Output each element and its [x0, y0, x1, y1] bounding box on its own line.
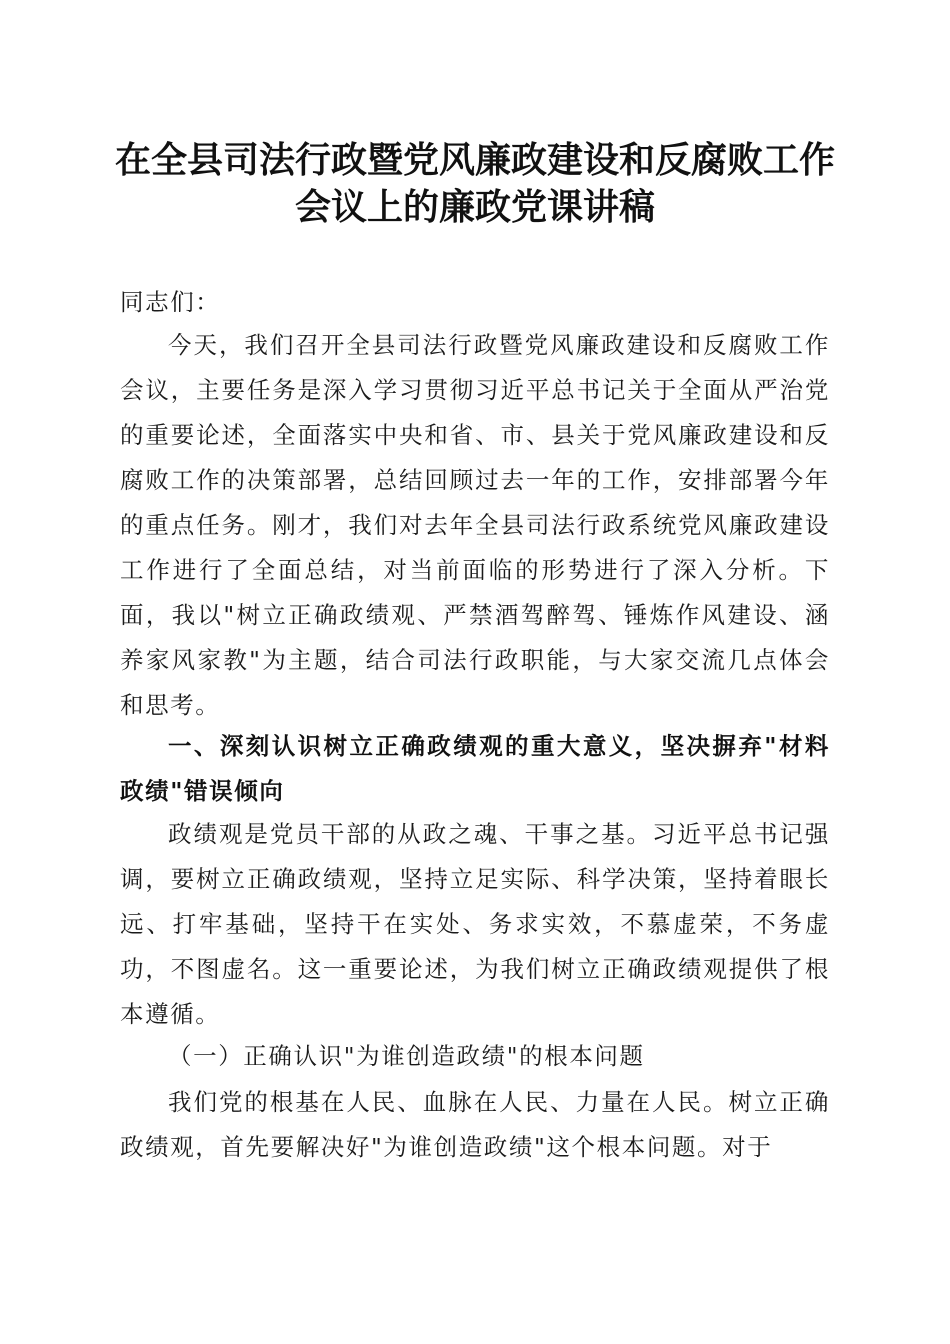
subsection-heading-1: （一）正确认识"为谁创造政绩"的根本问题 [168, 1042, 645, 1070]
salutation: 同志们： [120, 288, 221, 316]
section-heading-1: 一、深刻认识树立正确政绩观的重大意义，坚决摒弃"材料政绩"错误倾向 [120, 732, 830, 805]
section-1-paragraph: 政绩观是党员干部的从政之魂、干事之基。习近平总书记强调，要树立正确政绩观，坚持立足实际、科学决策，坚持着眼长远、打牢基础，坚持干在实处、务求实效，不慕虚荣，不务虚功，不图虚名。这一重要论述，为我们树立正确政绩观提供了根本遵循。 [120, 820, 830, 1028]
subsection-1-paragraph: 我们党的根基在人民、血脉在人民、力量在人民。树立正确政绩观，首先要解决好"为谁创造政绩"这个根本问题。对于 [120, 1088, 830, 1161]
document-title-line-1: 在全县司法行政暨党风廉政建设和反腐败工作 [114, 139, 835, 181]
document-title-line-2: 会议上的廉政党课讲稿 [294, 186, 655, 228]
intro-paragraph: 今天，我们召开全县司法行政暨党风廉政建设和反腐败工作会议，主要任务是深入学习贯彻习近平总书记关于全面从严治党的重要论述，全面落实中央和省、市、县关于党风廉政建设和反腐败工作的决策部署，总结回顾过去一年的工作，安排部署今年的重点任务。刚才，我们对去年全县司法行政系统党风廉政建设工作进行了全面总结，对当前面临的形势进行了深入分析。下面，我以"树立正确政绩观、严禁酒驾醉驾、锤炼作风建设、涵养家风家教"为主题，结合司法行政职能，与大家交流几点体会和思考。 [120, 331, 830, 719]
